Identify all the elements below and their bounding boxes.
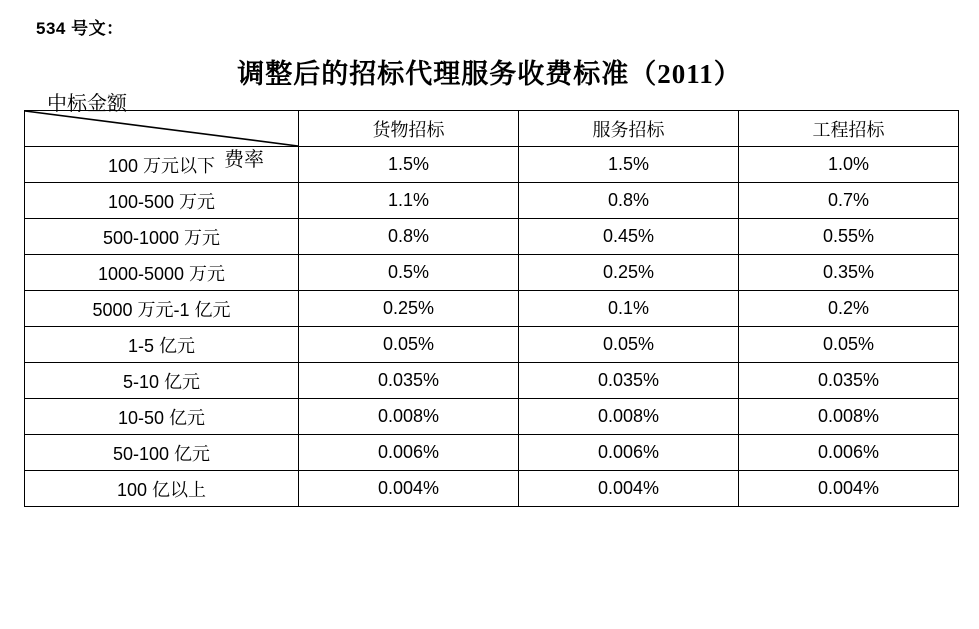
cell-goods-rate: 1.5% bbox=[299, 147, 519, 183]
cell-amount: 500-1000 万元 bbox=[25, 219, 299, 255]
fee-standard-table bbox=[24, 93, 959, 507]
table-row bbox=[25, 219, 959, 255]
cell-service-rate: 0.25% bbox=[519, 255, 739, 291]
cell-goods-rate: 0.004% bbox=[299, 471, 519, 507]
cell-goods-rate: 0.8% bbox=[299, 219, 519, 255]
cell-service-rate: 1.5% bbox=[519, 147, 739, 183]
corner-label-amount: 中标金额 bbox=[47, 93, 127, 115]
table-row bbox=[25, 255, 959, 291]
cell-amount: 50-100 亿元 bbox=[25, 435, 299, 471]
cell-works-rate: 0.2% bbox=[739, 291, 959, 327]
cell-service-rate: 0.008% bbox=[519, 399, 739, 435]
table-row bbox=[25, 471, 959, 507]
fee-standard-table-container bbox=[24, 93, 954, 507]
cell-goods-rate: 0.006% bbox=[299, 435, 519, 471]
cell-service-rate: 0.45% bbox=[519, 219, 739, 255]
cell-works-rate: 0.05% bbox=[739, 327, 959, 363]
cell-works-rate: 0.006% bbox=[739, 435, 959, 471]
cell-goods-rate: 0.035% bbox=[299, 363, 519, 399]
table-row bbox=[25, 435, 959, 471]
cell-service-rate: 0.05% bbox=[519, 327, 739, 363]
cell-amount: 5-10 亿元 bbox=[25, 363, 299, 399]
document-reference-note: 534 号文： bbox=[36, 19, 124, 38]
corner-label-rate: 费率 bbox=[224, 149, 264, 171]
cell-service-rate: 0.1% bbox=[519, 291, 739, 327]
cell-service-rate: 0.035% bbox=[519, 363, 739, 399]
cell-service-rate: 0.004% bbox=[519, 471, 739, 507]
cell-amount: 100 万元以下 bbox=[25, 147, 299, 183]
cell-works-rate: 0.004% bbox=[739, 471, 959, 507]
cell-goods-rate: 0.25% bbox=[299, 291, 519, 327]
cell-amount: 100-500 万元 bbox=[25, 183, 299, 219]
cell-works-rate: 1.0% bbox=[739, 147, 959, 183]
table-row bbox=[25, 147, 959, 183]
cell-amount: 100 亿以上 bbox=[25, 471, 299, 507]
cell-amount: 1-5 亿元 bbox=[25, 327, 299, 363]
cell-goods-rate: 1.1% bbox=[299, 183, 519, 219]
column-header-service: 服务招标 bbox=[519, 111, 739, 147]
table-row bbox=[25, 291, 959, 327]
table-header-row bbox=[25, 111, 959, 147]
diagonal-divider-icon bbox=[25, 111, 298, 146]
cell-goods-rate: 0.008% bbox=[299, 399, 519, 435]
cell-works-rate: 0.035% bbox=[739, 363, 959, 399]
table-row bbox=[25, 363, 959, 399]
table-row bbox=[25, 327, 959, 363]
column-header-works: 工程招标 bbox=[739, 111, 959, 147]
table-row bbox=[25, 399, 959, 435]
column-header-goods: 货物招标 bbox=[299, 111, 519, 147]
cell-service-rate: 0.006% bbox=[519, 435, 739, 471]
cell-works-rate: 0.008% bbox=[739, 399, 959, 435]
cell-amount: 10-50 亿元 bbox=[25, 399, 299, 435]
cell-amount: 5000 万元-1 亿元 bbox=[25, 291, 299, 327]
cell-works-rate: 0.7% bbox=[739, 183, 959, 219]
cell-goods-rate: 0.5% bbox=[299, 255, 519, 291]
cell-works-rate: 0.35% bbox=[739, 255, 959, 291]
cell-service-rate: 0.8% bbox=[519, 183, 739, 219]
table-row bbox=[25, 183, 959, 219]
cell-works-rate: 0.55% bbox=[739, 219, 959, 255]
cell-amount: 1000-5000 万元 bbox=[25, 255, 299, 291]
page-title: 调整后的招标代理服务收费标准（2011） bbox=[237, 59, 742, 89]
cell-goods-rate: 0.05% bbox=[299, 327, 519, 363]
